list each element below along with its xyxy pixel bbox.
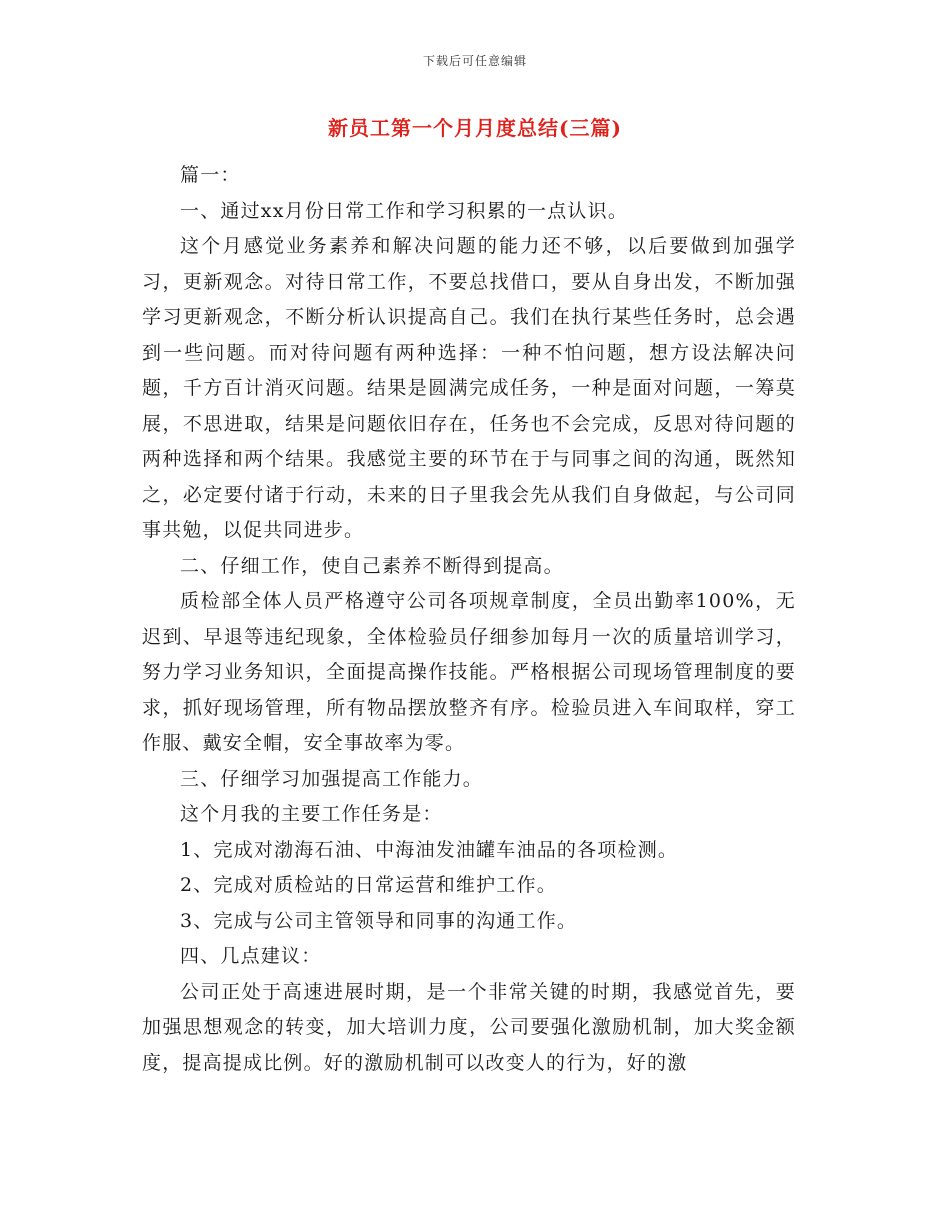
header-note: 下载后可任意编辑	[422, 54, 527, 68]
paragraph: 篇一：	[180, 164, 241, 186]
paragraph: 四、几点建议：	[180, 945, 322, 967]
paragraph: 公司正处于高速进展时期，是一个非常关键的时期，我感觉首先，要加强思想观念的转变，加大培训力度，公司要强化激励机制，加大奖金额度，提高提成比例。好的激励机制可以改变人的行为，好的激	[142, 980, 796, 1074]
paragraph: 二、仔细工作，使自己素养不断得到提高。	[180, 554, 564, 577]
paragraph: 三、仔细学习加强提高工作能力。	[180, 767, 484, 790]
paragraph: 质检部全体人员严格遵守公司各项规章制度，全员出勤率100%，无迟到、早退等违纪现象，全体检验员仔细参加每月一次的质量培训学习，努力学习业务知识，全面提高操作技能。严格根据公司现场管理制度的要求，抓好现场管理，所有物品摆放整齐有序。检验员进入车间取样，穿工作服、戴安全帽，安全事故率为零。	[142, 590, 796, 754]
paragraph: 2、完成对质检站的日常运营和维护工作。	[180, 874, 557, 896]
document-body	[142, 158, 796, 1081]
paragraph: 3、完成与公司主管领导和同事的沟通工作。	[180, 909, 578, 932]
paragraph: 这个月感觉业务素养和解决问题的能力还不够，以后要做到加强学习，更新观念。对待日常工作，不要总找借口，要从自身出发，不断加强学习更新观念，不断分析认识提高自己。我们在执行某些任务时，总会遇到一些问题。而对待问题有两种选择：一种不怕问题，想方设法解决问题，千方百计消灭问题。结果是圆满完成任务，一种是面对问题，一筹莫展，不思进取，结果是问题依旧存在，任务也不会完成，反思对待问题的两种选择和两个结果。我感觉主要的环节在于与同事之间的沟通，既然知之，必定要付诸于行动，未来的日子里我会先从我们自身做起，与公司同事共勉，以促共同进步。	[142, 235, 796, 541]
paragraph: 这个月我的主要工作任务是：	[180, 803, 443, 825]
document-title: 新员工第一个月月度总结(三篇)	[328, 116, 622, 140]
paragraph: 1、完成对渤海石油、中海油发油罐车油品的各项检测。	[180, 838, 679, 861]
paragraph: 一、通过xx月份日常工作和学习积累的一点认识。	[180, 199, 629, 222]
